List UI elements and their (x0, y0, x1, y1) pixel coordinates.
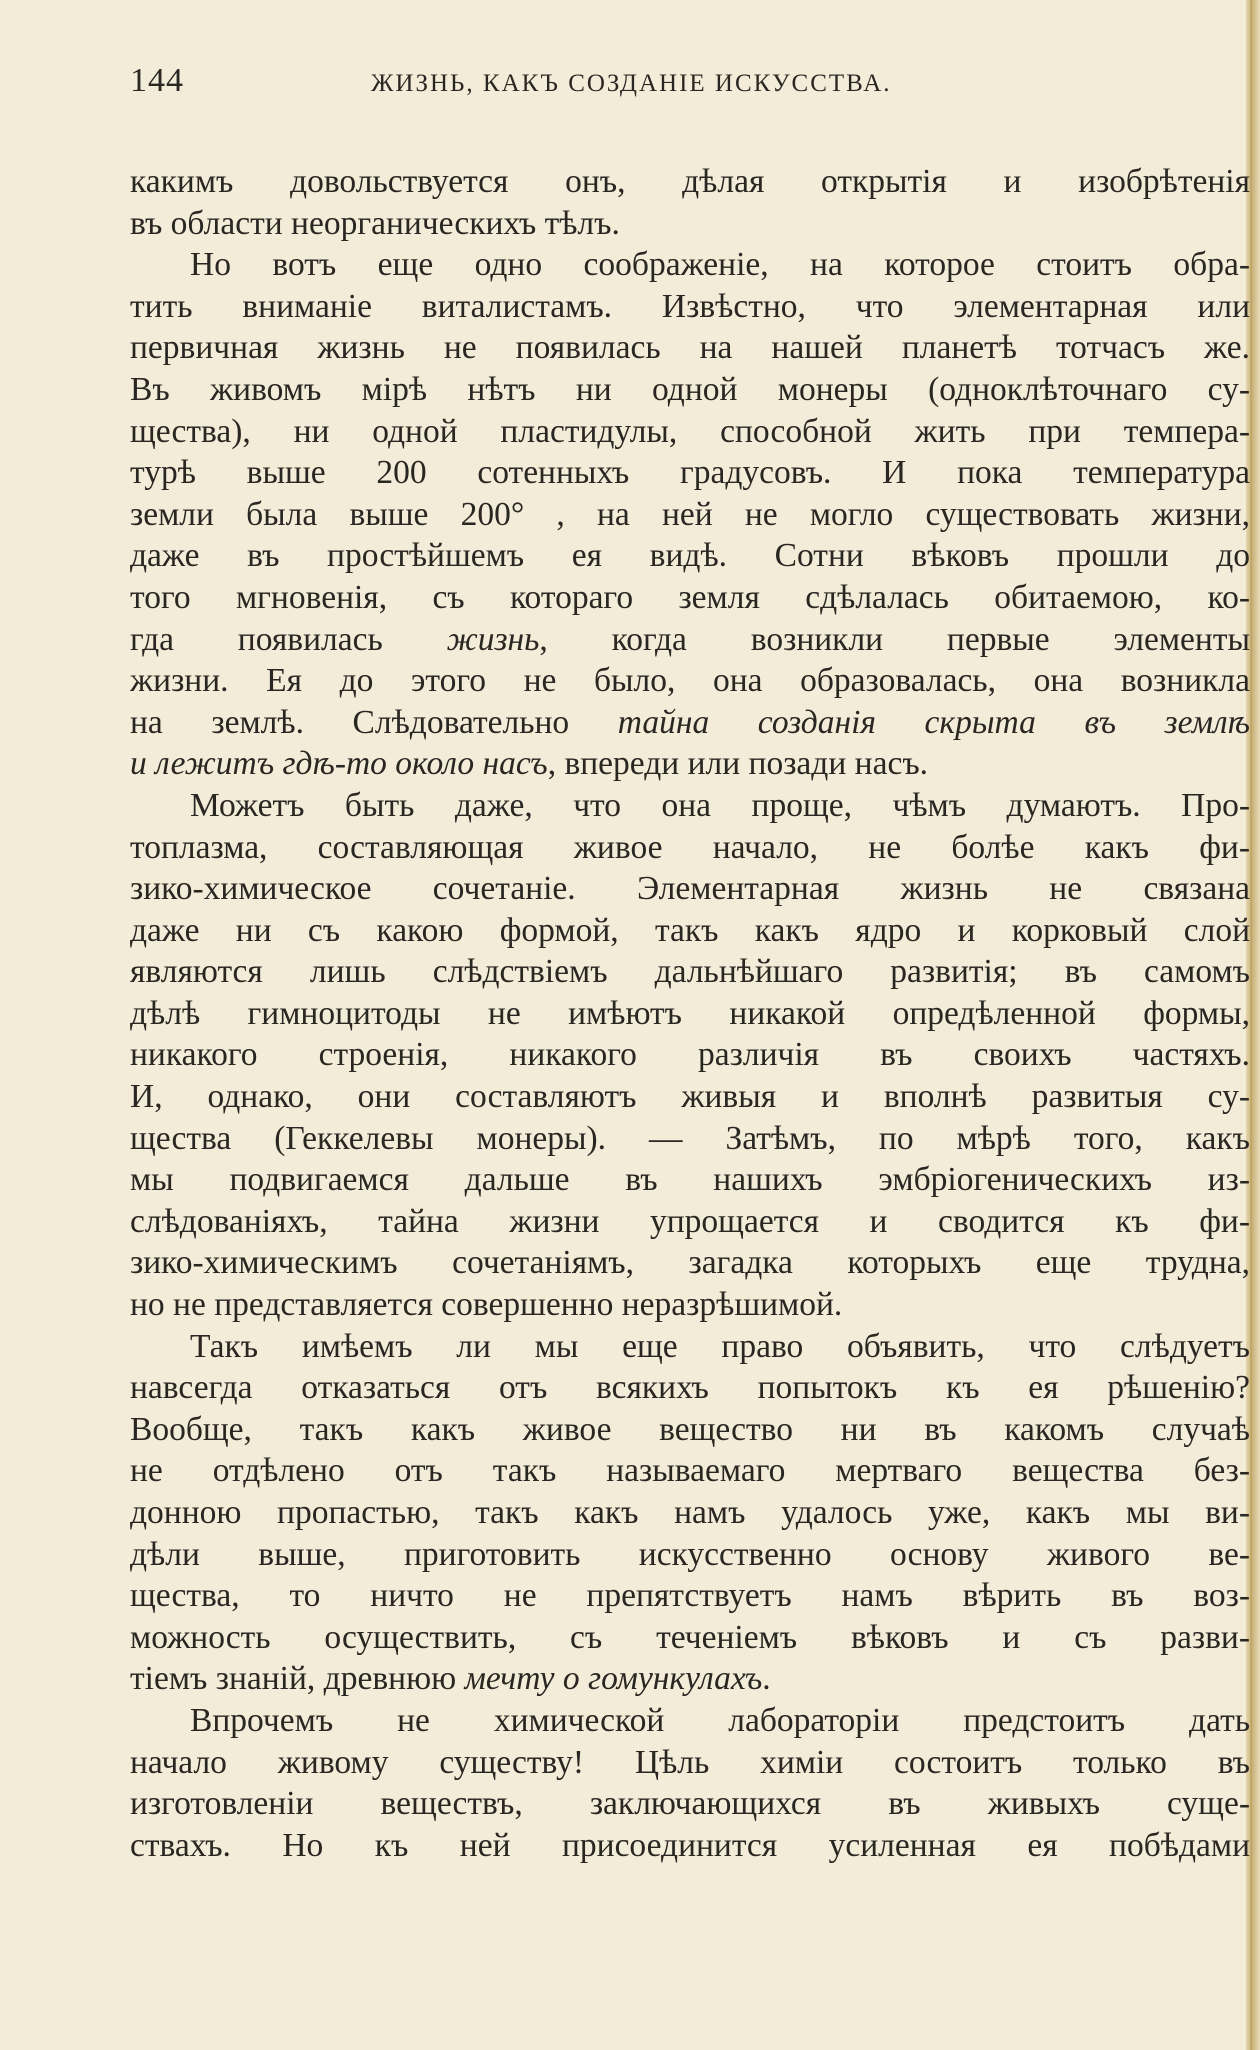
text-line: не отдѣлено отъ такъ называемаго мертваго вещества без- (130, 1452, 1250, 1490)
text-line: донною пропастью, такъ какъ намъ удалось уже, какъ мы ви- (130, 1494, 1250, 1531)
text-line: мы подвигаемся дальше въ нашихъ эмбріогеническихъ из- (130, 1161, 1250, 1199)
italic-text: жизнь (446, 620, 540, 658)
text-line: но не представляется совершенно неразрѣшимой. (130, 1286, 843, 1324)
text-line: даже въ простѣйшемъ ея видѣ. Сотни вѣковъ прошли до (130, 537, 1250, 575)
text-line: даже ни съ какою формой, такъ какъ ядро и корковый слой (130, 911, 1250, 949)
text-line: зико-химическое сочетаніе. Элементарная жизнь не связана (130, 870, 1250, 908)
text-line: изготовленіи веществъ, заключающихся въ живыхъ суще- (130, 1785, 1250, 1823)
text-line: первичная жизнь не появилась на нашей планетѣ тотчасъ же. (130, 329, 1250, 367)
running-head (130, 62, 1250, 102)
text-line: Но вотъ еще одно соображеніе, на которое стоитъ обра- (190, 246, 1250, 284)
text-line: начало живому существу! Цѣль химіи состоитъ только въ (130, 1743, 1250, 1781)
text-line: Можетъ быть даже, что она проще, чѣмъ думаютъ. Про- (190, 786, 1250, 824)
text-line: и лежитъ гдѣ-то около насъ, впереди или позади насъ. (130, 745, 929, 783)
text-line: гда появилась жизнь, когда возникли первые элементы (130, 620, 1250, 658)
text-line: можность осуществить, съ теченіемъ вѣковъ и съ разви- (130, 1618, 1250, 1656)
text-line: того мгновенія, съ котораго земля сдѣлалась обитаемою, ко- (130, 578, 1250, 616)
text-line: дѣли выше, приготовить искусственно основу живого ве- (130, 1535, 1250, 1573)
italic-text: тайна созданія скрыта въ землѣ (617, 703, 1250, 741)
text-line: Въ живомъ мірѣ нѣтъ ни одной монеры (одноклѣточнаго су- (130, 370, 1250, 408)
text-line: никакого строенія, никакого различія въ своихъ частяхъ. (130, 1036, 1250, 1074)
text-line: слѣдованіяхъ, тайна жизни упрощается и сводится къ фи- (130, 1202, 1250, 1240)
text-line: тить вниманіе виталистамъ. Извѣстно, что элементарная или (130, 287, 1250, 325)
text-line: земли была выше 200° , на ней не могло существовать жизни, (130, 495, 1250, 533)
text-line: навсегда отказаться отъ всякихъ попытокъ къ ея рѣшенію? (130, 1369, 1250, 1407)
text-line: ствахъ. Но къ ней присоединится усиленная ея побѣдами (130, 1826, 1250, 1864)
text-line: тіемъ знаній, древнюю мечту о гомункулахъ. (130, 1660, 771, 1698)
text-line: какимъ довольствуется онъ, дѣлая открытія и изобрѣтенія (130, 163, 1250, 200)
body-text (130, 161, 1250, 1866)
text-line: И, однако, они составляютъ живыя и вполнѣ развитыя су- (130, 1078, 1250, 1116)
text-line: щества (Геккелевы монеры). — Затѣмъ, по мѣрѣ того, какъ (130, 1119, 1250, 1157)
text-line: въ области неорганическихъ тѣлъ. (130, 204, 620, 242)
italic-text: и лежитъ гдѣ-то около насъ (130, 745, 548, 783)
text-line: Такъ имѣемъ ли мы еще право объявить, что слѣдуетъ (190, 1327, 1250, 1365)
text-line: щества, то ничто не препятствуетъ намъ вѣрить въ воз- (130, 1577, 1250, 1615)
text-line: зико-химическимъ сочетаніямъ, загадка которыхъ еще трудна, (130, 1244, 1250, 1282)
text-line: дѣлѣ гимноцитоды не имѣютъ никакой опредѣленной формы, (130, 994, 1250, 1032)
text-line: Впрочемъ не химической лабораторіи предстоитъ дать (190, 1701, 1250, 1739)
text-line: топлазма, составляющая живое начало, не болѣе какъ фи- (130, 828, 1250, 866)
text-line: жизни. Ея до этого не было, она образовалась, она возникла (130, 662, 1250, 700)
text-line: Вообще, такъ какъ живое вещество ни въ какомъ случаѣ (130, 1410, 1250, 1448)
italic-text: мечту о гомункулахъ (464, 1660, 763, 1698)
text-line: являются лишь слѣдствіемъ дальнѣйшаго развитія; въ самомъ (130, 953, 1250, 991)
page-number: 144 (130, 62, 184, 99)
text-line: турѣ выше 200 сотенныхъ градусовъ. И пока температура (130, 454, 1250, 492)
text-line: на землѣ. Слѣдовательно тайна созданія скрыта въ землѣ (130, 703, 1250, 741)
running-title: ЖИЗНЬ, КАКЪ СОЗДАНІЕ ИСКУССТВА. (371, 70, 892, 97)
text-line: щества), ни одной пластидулы, способной жить при темпера- (130, 412, 1250, 450)
